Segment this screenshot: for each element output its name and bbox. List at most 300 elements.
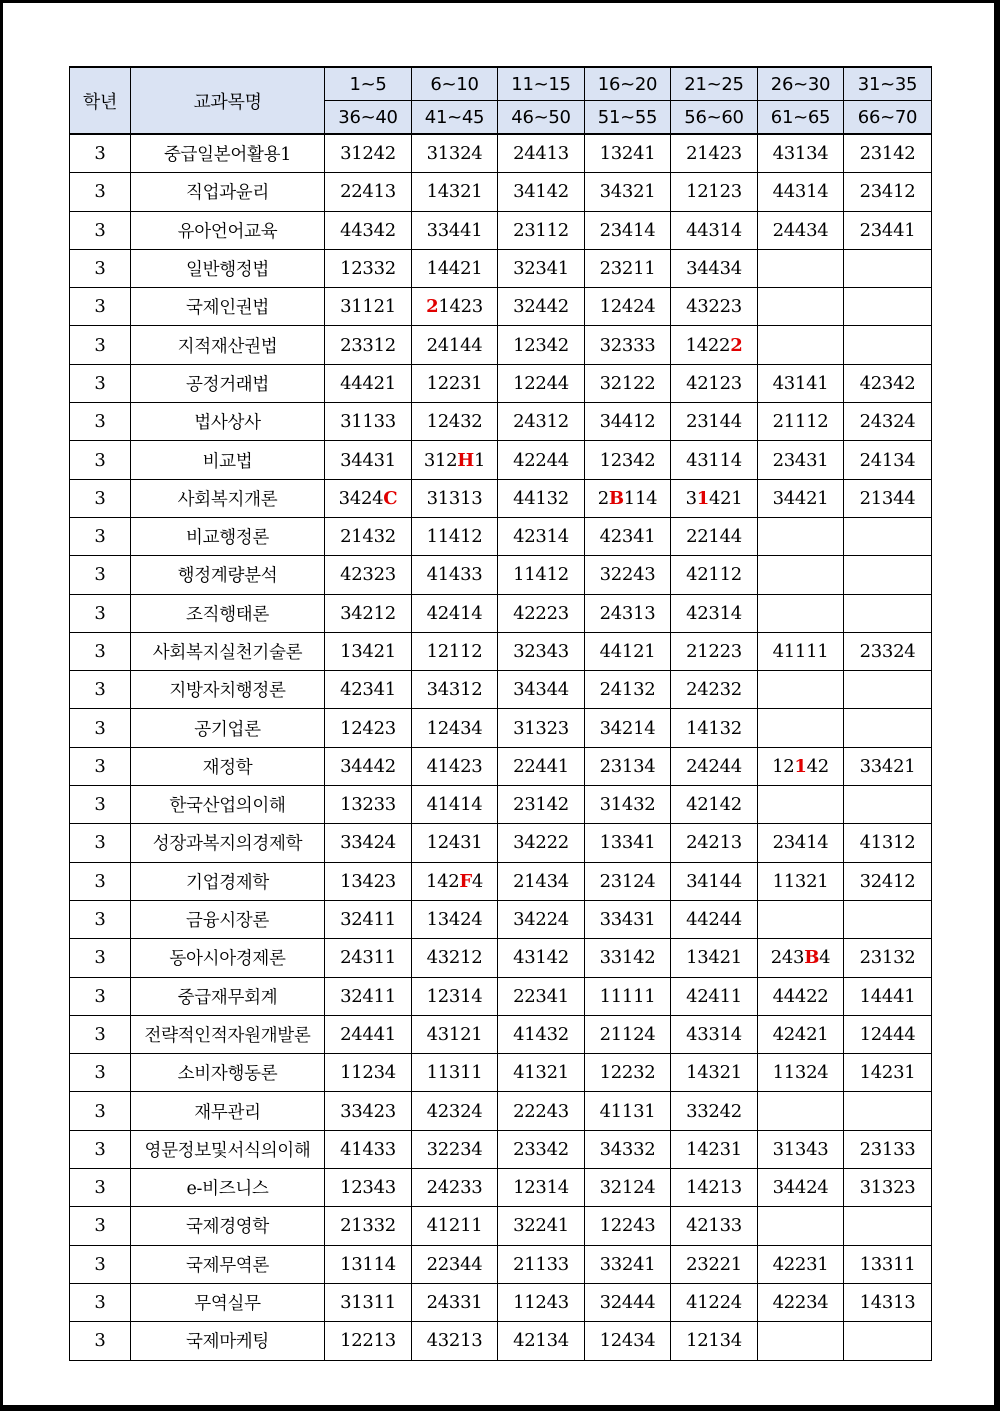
- answer-cell: 13311: [844, 1245, 932, 1283]
- answer-cell: 14231: [671, 1130, 758, 1168]
- grade-cell: 3: [70, 364, 131, 402]
- answer-cell: 41224: [671, 1283, 758, 1321]
- answer-cell: 13421: [671, 939, 758, 977]
- grade-cell: 3: [70, 747, 131, 785]
- grade-cell: 3: [70, 1015, 131, 1053]
- range-header: 31~35: [844, 67, 932, 101]
- answer-cell: 13114: [325, 1245, 412, 1283]
- subject-name-cell: 법사상사: [131, 403, 325, 441]
- answer-cell: 12343: [325, 1169, 412, 1207]
- grade-cell: 3: [70, 900, 131, 938]
- range-header: 26~30: [758, 67, 844, 101]
- subject-name-cell: 전략적인적자원개발론: [131, 1015, 325, 1053]
- answer-cell: 41433: [412, 556, 498, 594]
- answer-cell: 43223: [671, 288, 758, 326]
- answer-cell: 23142: [498, 786, 585, 824]
- answer-cell: 23221: [671, 1245, 758, 1283]
- answer-cell: 23342: [498, 1130, 585, 1168]
- table-row: [70, 1015, 932, 1053]
- range-header: 16~20: [585, 67, 671, 101]
- answer-cell: [844, 249, 932, 287]
- grade-cell: 3: [70, 441, 131, 479]
- answer-cell: 31242: [325, 134, 412, 173]
- subject-name-cell: 한국산업의이해: [131, 786, 325, 824]
- subject-name-cell: 행정계량분석: [131, 556, 325, 594]
- answer-cell: 243B4: [758, 939, 844, 977]
- answer-cell: [758, 288, 844, 326]
- answer-cell: 33241: [585, 1245, 671, 1283]
- answer-cell: 21434: [498, 862, 585, 900]
- answer-cell: 31323: [844, 1169, 932, 1207]
- answer-cell: 31311: [325, 1283, 412, 1321]
- answer-cell: 13423: [325, 862, 412, 900]
- subject-name-cell: 공정거래법: [131, 364, 325, 402]
- answer-cell: 2B114: [585, 479, 671, 517]
- answer-cell: 43121: [412, 1015, 498, 1053]
- grade-cell: 3: [70, 1169, 131, 1207]
- answer-cell: 32124: [585, 1169, 671, 1207]
- range-header: 36~40: [325, 101, 412, 135]
- answer-cell: 42123: [671, 364, 758, 402]
- grade-cell: 3: [70, 824, 131, 862]
- answer-cell: [758, 1092, 844, 1130]
- answer-cell: 23124: [585, 862, 671, 900]
- answer-cell: 14421: [412, 249, 498, 287]
- answer-cell: 43142: [498, 939, 585, 977]
- subject-name-cell: 공기업론: [131, 709, 325, 747]
- answer-cell: 22344: [412, 1245, 498, 1283]
- answer-cell: 43212: [412, 939, 498, 977]
- subject-name-cell: 사회복지개론: [131, 479, 325, 517]
- answer-cell: [758, 786, 844, 824]
- answer-cell: 42323: [325, 556, 412, 594]
- answer-cell: 34344: [498, 671, 585, 709]
- answer-cell: 42342: [844, 364, 932, 402]
- subject-name-cell: 동아시아경제론: [131, 939, 325, 977]
- answer-cell: 32442: [498, 288, 585, 326]
- subject-name-cell: 사회복지실천기술론: [131, 632, 325, 670]
- answer-cell: 33423: [325, 1092, 412, 1130]
- range-header: 66~70: [844, 101, 932, 135]
- answer-cell: 32343: [498, 632, 585, 670]
- answer-cell: 11243: [498, 1283, 585, 1321]
- table-row: [70, 1092, 932, 1130]
- answer-cell: [844, 900, 932, 938]
- subject-name-cell: 재무관리: [131, 1092, 325, 1130]
- answer-cell: [758, 517, 844, 555]
- answer-cell: [844, 786, 932, 824]
- answer-cell: 33142: [585, 939, 671, 977]
- answer-cell: 34222: [498, 824, 585, 862]
- table-row: [70, 632, 932, 670]
- answer-cell: 42244: [498, 441, 585, 479]
- subject-name-cell: 소비자행동론: [131, 1054, 325, 1092]
- answer-cell: 24134: [844, 441, 932, 479]
- answer-cell: 42421: [758, 1015, 844, 1053]
- answer-cell: 41131: [585, 1092, 671, 1130]
- answer-cell: 21223: [671, 632, 758, 670]
- answer-cell: 21112: [758, 403, 844, 441]
- grade-cell: 3: [70, 671, 131, 709]
- subject-name-cell: 직업과윤리: [131, 173, 325, 211]
- table-row: [70, 249, 932, 287]
- grade-cell: 3: [70, 134, 131, 173]
- table-row: [70, 1245, 932, 1283]
- answer-cell: 41423: [412, 747, 498, 785]
- table-row: [70, 479, 932, 517]
- table-row: [70, 709, 932, 747]
- table-row: [70, 1169, 932, 1207]
- answer-cell: 22341: [498, 977, 585, 1015]
- answer-cell: 22441: [498, 747, 585, 785]
- answer-cell: 14222: [671, 326, 758, 364]
- answer-cell: 31313: [412, 479, 498, 517]
- answer-cell: 44314: [671, 211, 758, 249]
- answer-cell: 21332: [325, 1207, 412, 1245]
- subject-name-cell: 조직행태론: [131, 594, 325, 632]
- answer-cell: 24312: [498, 403, 585, 441]
- table-row: [70, 364, 932, 402]
- answer-cell: 34224: [498, 900, 585, 938]
- grade-cell: 3: [70, 173, 131, 211]
- answer-cell: 34424: [758, 1169, 844, 1207]
- answer-cell: 12134: [671, 1322, 758, 1360]
- range-header: 6~10: [412, 67, 498, 101]
- answer-cell: 11311: [412, 1054, 498, 1092]
- table-row: [70, 900, 932, 938]
- grade-cell: 3: [70, 632, 131, 670]
- table-row: [70, 1283, 932, 1321]
- answer-key-table: [69, 66, 932, 1361]
- answer-cell: 24311: [325, 939, 412, 977]
- table-row: [70, 594, 932, 632]
- answer-cell: 21423: [412, 288, 498, 326]
- grade-cell: 3: [70, 939, 131, 977]
- answer-cell: 24441: [325, 1015, 412, 1053]
- answer-cell: 41433: [325, 1130, 412, 1168]
- answer-cell: 34421: [758, 479, 844, 517]
- answer-cell: 12431: [412, 824, 498, 862]
- range-header: 11~15: [498, 67, 585, 101]
- answer-cell: 34142: [498, 173, 585, 211]
- answer-cell: 32333: [585, 326, 671, 364]
- table-row: [70, 517, 932, 555]
- answer-cell: 34412: [585, 403, 671, 441]
- answer-cell: 14213: [671, 1169, 758, 1207]
- answer-cell: 33242: [671, 1092, 758, 1130]
- answer-cell: 12314: [412, 977, 498, 1015]
- answer-cell: 44422: [758, 977, 844, 1015]
- table-row: [70, 1322, 932, 1360]
- subject-name-cell: 국제무역론: [131, 1245, 325, 1283]
- answer-cell: 31343: [758, 1130, 844, 1168]
- subject-name-cell: 국제인권법: [131, 288, 325, 326]
- subject-name-cell: 비교행정론: [131, 517, 325, 555]
- answer-cell: [758, 249, 844, 287]
- grade-cell: 3: [70, 1245, 131, 1283]
- subject-name-cell: 무역실무: [131, 1283, 325, 1321]
- answer-cell: 13233: [325, 786, 412, 824]
- answer-rows: [70, 134, 932, 1360]
- answer-cell: 12342: [585, 441, 671, 479]
- answer-cell: 42223: [498, 594, 585, 632]
- range-header: 56~60: [671, 101, 758, 135]
- answer-cell: 32411: [325, 900, 412, 938]
- table-row: [70, 1130, 932, 1168]
- table-row: [70, 173, 932, 211]
- answer-cell: 23132: [844, 939, 932, 977]
- answer-cell: [758, 1207, 844, 1245]
- answer-cell: 32234: [412, 1130, 498, 1168]
- answer-cell: 33424: [325, 824, 412, 862]
- answer-cell: 34144: [671, 862, 758, 900]
- table-row: [70, 441, 932, 479]
- grade-cell: 3: [70, 786, 131, 824]
- corrected-answer-mark: 1: [794, 755, 807, 777]
- answer-cell: 24144: [412, 326, 498, 364]
- answer-cell: 34321: [585, 173, 671, 211]
- answer-cell: 14132: [671, 709, 758, 747]
- answer-cell: [844, 594, 932, 632]
- answer-cell: 23134: [585, 747, 671, 785]
- answer-cell: 12213: [325, 1322, 412, 1360]
- answer-cell: 34212: [325, 594, 412, 632]
- answer-cell: 24244: [671, 747, 758, 785]
- grade-cell: 3: [70, 326, 131, 364]
- answer-cell: 42134: [498, 1322, 585, 1360]
- answer-cell: [844, 288, 932, 326]
- answer-cell: 21432: [325, 517, 412, 555]
- table-row: [70, 288, 932, 326]
- range-header: 1~5: [325, 67, 412, 101]
- table-row: [70, 862, 932, 900]
- answer-cell: 33431: [585, 900, 671, 938]
- answer-cell: 32444: [585, 1283, 671, 1321]
- range-header: 46~50: [498, 101, 585, 135]
- answer-cell: [758, 671, 844, 709]
- answer-cell: 23414: [585, 211, 671, 249]
- answer-cell: [844, 1207, 932, 1245]
- grade-cell: 3: [70, 211, 131, 249]
- answer-cell: 14321: [412, 173, 498, 211]
- grade-cell: 3: [70, 1207, 131, 1245]
- grade-cell: 3: [70, 977, 131, 1015]
- answer-cell: 31324: [412, 134, 498, 173]
- answer-cell: 24233: [412, 1169, 498, 1207]
- grade-cell: 3: [70, 517, 131, 555]
- corrected-answer-mark: H: [457, 449, 475, 471]
- answer-cell: 12342: [498, 326, 585, 364]
- range-header: 61~65: [758, 101, 844, 135]
- answer-cell: 43213: [412, 1322, 498, 1360]
- answer-cell: [758, 326, 844, 364]
- answer-cell: 32341: [498, 249, 585, 287]
- answer-cell: 43134: [758, 134, 844, 173]
- answer-cell: 43141: [758, 364, 844, 402]
- answer-cell: 34442: [325, 747, 412, 785]
- range-header: 21~25: [671, 67, 758, 101]
- answer-cell: 21133: [498, 1245, 585, 1283]
- grade-cell: 3: [70, 1092, 131, 1130]
- corrected-answer-mark: B: [804, 947, 820, 969]
- grade-cell: 3: [70, 403, 131, 441]
- answer-cell: 24434: [758, 211, 844, 249]
- grade-cell: 3: [70, 556, 131, 594]
- answer-cell: 22243: [498, 1092, 585, 1130]
- answer-cell: 21124: [585, 1015, 671, 1053]
- answer-cell: 41312: [844, 824, 932, 862]
- answer-cell: 42314: [671, 594, 758, 632]
- table-row: [70, 211, 932, 249]
- answer-cell: [758, 556, 844, 594]
- subject-name-cell: e-비즈니스: [131, 1169, 325, 1207]
- answer-cell: 13424: [412, 900, 498, 938]
- answer-cell: 22144: [671, 517, 758, 555]
- subject-name-cell: 지적재산권법: [131, 326, 325, 364]
- answer-cell: 34214: [585, 709, 671, 747]
- answer-cell: [844, 709, 932, 747]
- header-row-top: [70, 67, 932, 101]
- subject-name-cell: 기업경제학: [131, 862, 325, 900]
- table-row: [70, 556, 932, 594]
- table-row: [70, 1207, 932, 1245]
- range-header: 41~45: [412, 101, 498, 135]
- table-row: [70, 326, 932, 364]
- answer-cell: 11412: [498, 556, 585, 594]
- answer-cell: 24331: [412, 1283, 498, 1321]
- answer-cell: 44342: [325, 211, 412, 249]
- subject-name-cell: 영문정보및서식의이해: [131, 1130, 325, 1168]
- answer-cell: 23144: [671, 403, 758, 441]
- answer-cell: 12434: [412, 709, 498, 747]
- answer-cell: 14313: [844, 1283, 932, 1321]
- answer-cell: 42411: [671, 977, 758, 1015]
- answer-cell: [844, 1092, 932, 1130]
- grade-cell: 3: [70, 1054, 131, 1092]
- answer-cell: 34312: [412, 671, 498, 709]
- answer-cell: 11234: [325, 1054, 412, 1092]
- answer-cell: 11321: [758, 862, 844, 900]
- answer-cell: 43114: [671, 441, 758, 479]
- answer-cell: 44121: [585, 632, 671, 670]
- answer-cell: [758, 900, 844, 938]
- grade-header: 학년: [70, 67, 131, 134]
- answer-cell: 12434: [585, 1322, 671, 1360]
- answer-cell: 12423: [325, 709, 412, 747]
- answer-cell: [844, 1322, 932, 1360]
- table-row: [70, 786, 932, 824]
- answer-cell: 42133: [671, 1207, 758, 1245]
- answer-cell: 14321: [671, 1054, 758, 1092]
- answer-cell: 24232: [671, 671, 758, 709]
- answer-cell: 23324: [844, 632, 932, 670]
- answer-cell: 42231: [758, 1245, 844, 1283]
- answer-cell: 41432: [498, 1015, 585, 1053]
- answer-cell: [758, 594, 844, 632]
- answer-cell: 43314: [671, 1015, 758, 1053]
- answer-cell: 32122: [585, 364, 671, 402]
- corrected-answer-mark: 2: [730, 334, 743, 356]
- answer-cell: 23441: [844, 211, 932, 249]
- corrected-answer-mark: F: [459, 870, 472, 892]
- corrected-answer-mark: B: [608, 487, 624, 509]
- answer-cell: 41111: [758, 632, 844, 670]
- grade-cell: 3: [70, 249, 131, 287]
- answer-cell: [844, 671, 932, 709]
- answer-cell: 44132: [498, 479, 585, 517]
- grade-cell: 3: [70, 709, 131, 747]
- corrected-answer-mark: C: [383, 487, 398, 509]
- answer-cell: 23211: [585, 249, 671, 287]
- corrected-answer-mark: 1: [696, 487, 709, 509]
- subject-name-cell: 국제경영학: [131, 1207, 325, 1245]
- answer-cell: 34332: [585, 1130, 671, 1168]
- answer-cell: 41414: [412, 786, 498, 824]
- answer-cell: 31133: [325, 403, 412, 441]
- answer-cell: 42112: [671, 556, 758, 594]
- answer-cell: 24313: [585, 594, 671, 632]
- answer-cell: 11111: [585, 977, 671, 1015]
- answer-cell: 42314: [498, 517, 585, 555]
- answer-cell: 31323: [498, 709, 585, 747]
- answer-cell: 12123: [671, 173, 758, 211]
- subject-name-cell: 중급일본어활용1: [131, 134, 325, 173]
- answer-cell: 12142: [758, 747, 844, 785]
- answer-cell: 11324: [758, 1054, 844, 1092]
- answer-cell: 44421: [325, 364, 412, 402]
- subject-name-cell: 유아언어교육: [131, 211, 325, 249]
- answer-cell: 13341: [585, 824, 671, 862]
- answer-cell: 32412: [844, 862, 932, 900]
- subject-header: 교과목명: [131, 67, 325, 134]
- subject-name-cell: 중급재무회계: [131, 977, 325, 1015]
- corrected-answer-mark: 2: [426, 296, 439, 318]
- answer-cell: 312H1: [412, 441, 498, 479]
- table-row: [70, 671, 932, 709]
- grade-cell: 3: [70, 288, 131, 326]
- answer-cell: 24132: [585, 671, 671, 709]
- answer-cell: 32411: [325, 977, 412, 1015]
- answer-cell: 14441: [844, 977, 932, 1015]
- subject-name-cell: 국제마케팅: [131, 1322, 325, 1360]
- answer-cell: [758, 1322, 844, 1360]
- answer-cell: 32243: [585, 556, 671, 594]
- answer-cell: 21344: [844, 479, 932, 517]
- answer-cell: 31421: [671, 479, 758, 517]
- answer-cell: 14231: [844, 1054, 932, 1092]
- table-row: [70, 747, 932, 785]
- table-row: [70, 403, 932, 441]
- answer-cell: 23412: [844, 173, 932, 211]
- grade-cell: 3: [70, 862, 131, 900]
- answer-cell: [844, 517, 932, 555]
- answer-cell: 41321: [498, 1054, 585, 1092]
- answer-cell: 31432: [585, 786, 671, 824]
- table-row: [70, 824, 932, 862]
- answer-cell: 24413: [498, 134, 585, 173]
- answer-cell: 32241: [498, 1207, 585, 1245]
- answer-cell: [844, 326, 932, 364]
- answer-cell: 13241: [585, 134, 671, 173]
- answer-cell: 34434: [671, 249, 758, 287]
- answer-cell: 42324: [412, 1092, 498, 1130]
- answer-cell: 12432: [412, 403, 498, 441]
- answer-cell: 12231: [412, 364, 498, 402]
- answer-cell: [844, 556, 932, 594]
- subject-name-cell: 재정학: [131, 747, 325, 785]
- answer-cell: 33441: [412, 211, 498, 249]
- answer-cell: 12244: [498, 364, 585, 402]
